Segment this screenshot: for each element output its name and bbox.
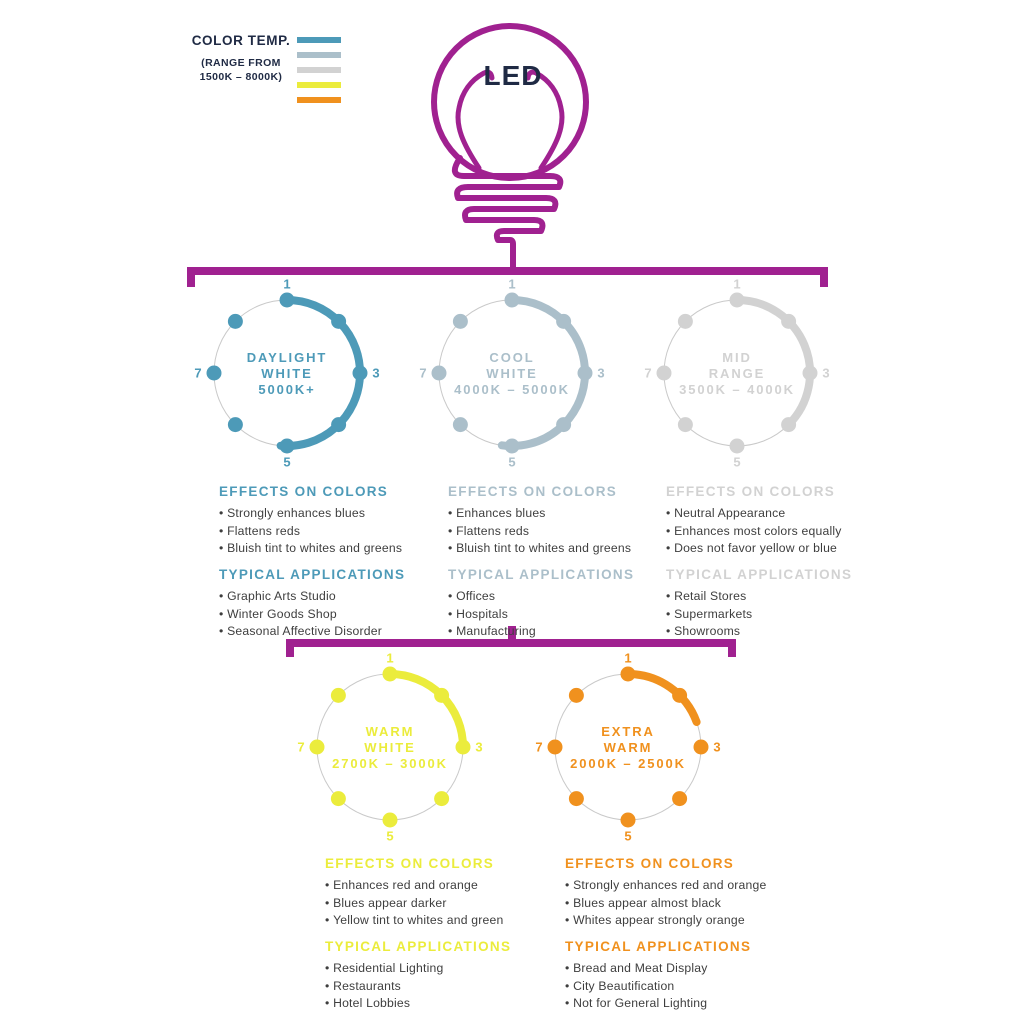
effects-item: • Flattens reds <box>219 524 459 538</box>
applications-list <box>219 589 459 638</box>
gauge-scale-label: 1 <box>386 650 394 666</box>
gauge-scale-label: 3 <box>822 365 830 381</box>
bulb-label: LED <box>483 60 543 91</box>
applications-item: • Retail Stores <box>666 589 906 603</box>
gauge-scale-label: 1 <box>624 650 632 666</box>
effects-heading: EFFECTS ON COLORS <box>448 484 618 499</box>
effects-item: • Strongly enhances red and orange <box>565 878 805 892</box>
gauge-scale-label: 5 <box>733 454 741 470</box>
effects-list <box>666 506 906 555</box>
gauge-scale-label: 7 <box>419 365 427 381</box>
effects-heading: EFFECTS ON COLORS <box>565 856 735 871</box>
gauge-dot <box>228 314 243 329</box>
gauge-scale-label: 5 <box>508 454 516 470</box>
gauge-scale-label: 3 <box>597 365 605 381</box>
gauge-dot <box>678 417 693 432</box>
gauge-dot <box>228 417 243 432</box>
effects-list <box>448 506 688 555</box>
effects-item: • Does not favor yellow or blue <box>666 541 906 555</box>
legend-color-bar-extra-warm <box>297 97 341 103</box>
effects-heading: EFFECTS ON COLORS <box>666 484 836 499</box>
gauge-dot <box>730 293 745 308</box>
gauge-dot <box>383 813 398 828</box>
applications-heading: TYPICAL APPLICATIONS <box>565 939 752 954</box>
effects-item: • Enhances blues <box>448 506 688 520</box>
gauge-dot <box>678 314 693 329</box>
gauge-dot <box>569 688 584 703</box>
category-name: COOL WHITE 4000K – 5000K <box>454 350 570 397</box>
gauge-dot <box>569 791 584 806</box>
gauge-scale-label: 3 <box>475 739 483 755</box>
led-bulb-icon <box>398 10 628 268</box>
gauge-scale-label: 1 <box>283 276 291 292</box>
applications-item: • Supermarkets <box>666 607 906 621</box>
gauge-dot <box>621 813 636 828</box>
applications-item: • Manufacturing <box>448 624 688 638</box>
category-name: WARM WHITE 2700K – 3000K <box>332 724 448 771</box>
legend-color-bar-cool <box>297 52 341 58</box>
gauge-scale-label: 1 <box>508 276 516 292</box>
column-warm-white <box>325 856 565 1022</box>
legend-title: COLOR TEMP. <box>191 33 291 48</box>
effects-list <box>565 878 805 927</box>
effects-item: • Bluish tint to whites and greens <box>219 541 459 555</box>
category-name: DAYLIGHT WHITE 5000K+ <box>246 350 328 397</box>
legend-color-bar-mid <box>297 67 341 73</box>
gauge-dot <box>672 791 687 806</box>
applications-item: • Showrooms <box>666 624 906 638</box>
applications-item: • Hotel Lobbies <box>325 996 565 1010</box>
legend-subtitle-line2: 1500K – 8000K) <box>199 71 283 83</box>
legend-color-bar-warm <box>297 82 341 88</box>
gauge-dot <box>453 314 468 329</box>
column-extra-warm <box>565 856 805 1022</box>
applications-item: • Restaurants <box>325 979 565 993</box>
applications-list <box>448 589 688 638</box>
applications-heading: TYPICAL APPLICATIONS <box>448 567 635 582</box>
gauge-dot <box>331 791 346 806</box>
category-name: MID RANGE 3500K – 4000K <box>679 350 795 397</box>
gauge-dot <box>621 667 636 682</box>
effects-item: • Blues appear almost black <box>565 896 805 910</box>
legend-color-bar-daylight <box>297 37 341 43</box>
effects-heading: EFFECTS ON COLORS <box>219 484 389 499</box>
gauge-dot <box>781 314 796 329</box>
gauge-warm-white <box>290 647 490 847</box>
effects-item: • Whites appear strongly orange <box>565 913 805 927</box>
gauge-scale-label: 1 <box>733 276 741 292</box>
gauge-dot <box>672 688 687 703</box>
gauge-daylight-white <box>187 273 387 473</box>
gauge-dot <box>331 417 346 432</box>
gauge-dot <box>556 314 571 329</box>
effects-item: • Neutral Appearance <box>666 506 906 520</box>
gauge-scale-label: 5 <box>386 828 394 844</box>
applications-list <box>325 961 565 1010</box>
gauge-dot <box>453 417 468 432</box>
gauge-scale-label: 7 <box>297 739 305 755</box>
gauge-scale-label: 7 <box>644 365 652 381</box>
legend-subtitle-line1: (RANGE FROM <box>201 57 281 69</box>
applications-heading: TYPICAL APPLICATIONS <box>219 567 406 582</box>
applications-heading: TYPICAL APPLICATIONS <box>325 939 512 954</box>
gauge-extra-warm <box>528 647 728 847</box>
gauge-dot <box>781 417 796 432</box>
gauge-cool-white <box>412 273 612 473</box>
gauge-scale-label: 7 <box>194 365 202 381</box>
applications-item: • Offices <box>448 589 688 603</box>
applications-item: • Residential Lighting <box>325 961 565 975</box>
effects-item: • Yellow tint to whites and green <box>325 913 565 927</box>
gauge-dot <box>505 293 520 308</box>
effects-list <box>325 878 565 927</box>
effects-item: • Enhances red and orange <box>325 878 565 892</box>
applications-list <box>666 589 906 638</box>
effects-item: • Enhances most colors equally <box>666 524 906 538</box>
gauge-dot <box>556 417 571 432</box>
gauge-dot <box>383 667 398 682</box>
effects-list <box>219 506 459 555</box>
effects-item: • Strongly enhances blues <box>219 506 459 520</box>
applications-item: • Seasonal Affective Disorder <box>219 624 459 638</box>
column-daylight-white <box>219 484 459 650</box>
gauge-scale-label: 7 <box>535 739 543 755</box>
gauge-scale-label: 3 <box>372 365 380 381</box>
gauge-scale-label: 3 <box>713 739 721 755</box>
applications-item: • City Beautification <box>565 979 805 993</box>
applications-item: • Hospitals <box>448 607 688 621</box>
effects-item: • Blues appear darker <box>325 896 565 910</box>
gauge-dot <box>280 439 295 454</box>
applications-item: • Bread and Meat Display <box>565 961 805 975</box>
gauge-dot <box>505 439 520 454</box>
effects-item: • Bluish tint to whites and greens <box>448 541 688 555</box>
gauge-mid-range <box>637 273 837 473</box>
gauge-dot <box>331 314 346 329</box>
gauge-dot <box>331 688 346 703</box>
applications-item: • Not for General Lighting <box>565 996 805 1010</box>
effects-heading: EFFECTS ON COLORS <box>325 856 495 871</box>
legend <box>186 33 296 84</box>
column-cool-white <box>448 484 688 650</box>
gauge-dot <box>730 439 745 454</box>
applications-item: • Graphic Arts Studio <box>219 589 459 603</box>
gauge-dot <box>434 791 449 806</box>
category-name: EXTRA WARM 2000K – 2500K <box>570 724 686 771</box>
column-mid-range <box>666 484 906 650</box>
legend-color-scale <box>297 37 341 112</box>
applications-item: • Winter Goods Shop <box>219 607 459 621</box>
applications-heading: TYPICAL APPLICATIONS <box>666 567 853 582</box>
gauge-dot <box>280 293 295 308</box>
gauge-dot <box>434 688 449 703</box>
gauge-scale-label: 5 <box>624 828 632 844</box>
effects-item: • Flattens reds <box>448 524 688 538</box>
gauge-scale-label: 5 <box>283 454 291 470</box>
applications-list <box>565 961 805 1010</box>
